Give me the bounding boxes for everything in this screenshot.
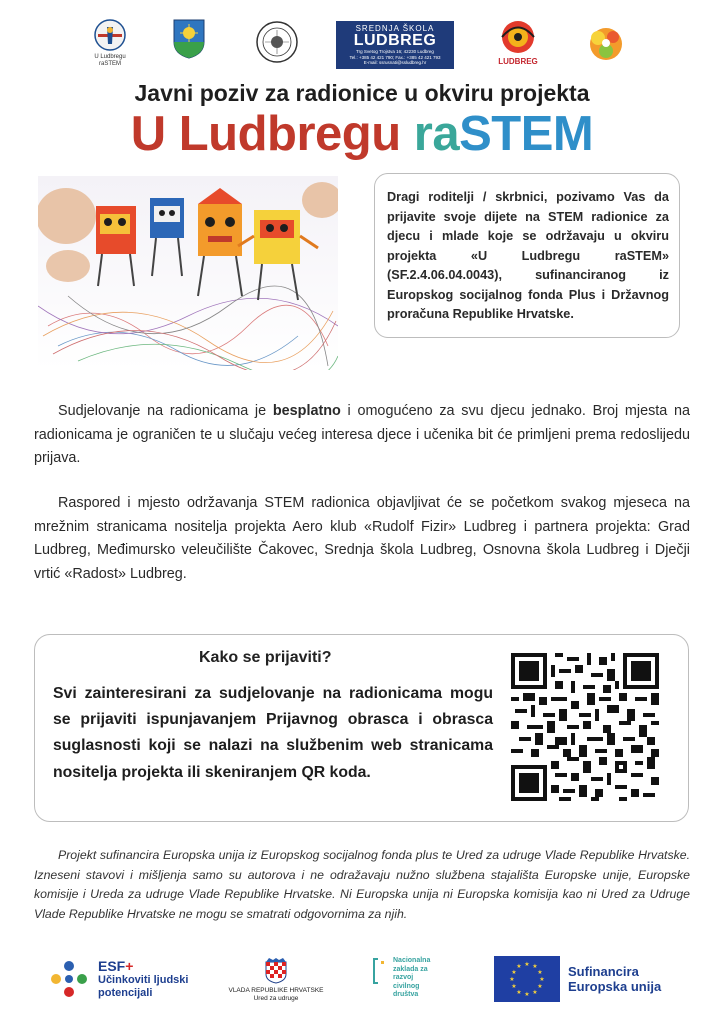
svg-text:★: ★ [524,961,530,968]
srednja-skola-ludbreg-logo [336,21,454,69]
svg-text:★: ★ [539,976,545,983]
participation-text-bold: besplatno [272,403,341,419]
registration-title: Kako se prijaviti? [199,649,332,666]
aero-klub-logo-text: U Ludbregu raSTEM [94,54,126,67]
svg-text:★: ★ [537,983,543,990]
eu-line1: Sufinancira [568,964,639,979]
zaklada-line4: civilnog [393,982,420,990]
flower-icon [582,20,630,66]
qr-code[interactable] [511,653,659,801]
sun-circle-icon [498,18,538,56]
schedule-text: Raspored i mjesto održavanja STEM radionica objavljivat će se početkom svakog mjeseca na mrežnim stranicama nositelja projekta Aero klub «Rudolf Fizir» Ludbreg i partnera projekta: Grad Ludbreg, Međimursko veleučilište Čakovec, Srednja škola Ludbreg, Osnovna škola Ludbreg i Dječji vrtić «Radost» Ludbreg. [34,495,690,582]
nacionalna-zaklada-logo [372,957,430,1000]
heading-project-name-part3: STEM [459,107,594,161]
srednja-skola-address: Trg Svetog Trojstva 16; 42230 Ludbreg [356,49,434,54]
registration-body: Svi zainteresirani za sudjelovanje na radionicama mogu se prijaviti ispunjavanjem Prijavnog obrasca i obrasca suglasnosti koji se nalazi na službenim web stranicama nositelja projekta ili skeniranjem QR koda. [53,685,493,781]
eu-cofunded-logo [494,956,661,1002]
registration-box [34,634,689,822]
participation-text-before: Sudjelovanje na radionicama je [58,403,273,419]
heading-project-name [0,104,724,164]
esf-main-text: ESF [98,958,126,974]
esf-plus-sign: + [125,958,134,974]
svg-text:★: ★ [509,976,515,983]
bracket-icon [372,957,388,985]
svg-text:★: ★ [532,989,538,996]
eu-flag-icon [494,956,560,1002]
participation-text-after: i omogućeno za svu djecu jednako. Broj mjesta na radionicama je ograničen te u slučaju većeg interesa djece i učenika bit će primljeni prema redoslijedu prijava. [34,403,691,466]
esf-title [98,958,188,974]
srednja-skola-main: LUDBREG [353,32,437,49]
vlada-line1: VLADA REPUBLIKE HRVATSKE [228,987,324,994]
svg-text:★: ★ [537,969,543,976]
schedule-paragraph [34,492,690,586]
participation-paragraph [34,400,690,471]
aero-klub-logo [90,18,130,68]
workshop-photo [38,176,338,370]
esf-line1: Učinkoviti ljudski [98,974,189,986]
srednja-skola-phone: Tel.: +385 42 421 790; Fax.: +385 42 421 793 [349,54,441,60]
esf-line2: potencijali [98,987,153,999]
vlada-line2: Ured za udruge [253,995,299,1002]
svg-text:★: ★ [516,963,522,970]
zaklada-line1: Nacionalna [393,957,431,964]
zaklada-line3: razvoj [393,974,414,981]
srednja-skola-email: E-mail: ssrusnati@ssludbreg.hr [363,60,427,65]
esf-logo [48,958,188,1000]
heading-line1: Javni poziv za radionice u okviru projekta [134,80,590,106]
zaklada-line2: zaklada za [393,965,428,973]
svg-text:★: ★ [511,983,517,990]
djecji-vrtic-radost-logo [582,20,630,66]
medimursko-veleuciliste-seal [255,20,299,64]
heading-project-name-part1: U Ludbregu [130,107,414,161]
svg-text:★: ★ [524,991,530,998]
crest-icon [172,18,206,60]
svg-text:★: ★ [532,963,538,970]
seal-icon [255,20,299,64]
croatian-coat-of-arms-icon [265,958,287,984]
zaklada-line5: društva [393,991,419,998]
eu-line2: Europska unija [568,979,662,994]
airplane-icon [93,18,127,52]
svg-text:★: ★ [511,969,517,976]
svg-text:★: ★ [516,989,522,996]
ludbreg-logo-text: LUDBREG [498,57,538,66]
intro-box: Dragi roditelji / skrbnici, pozivamo Vas da prijavite svoje dijete na STEM radionice za djecu i mlade koje se održavaju u okviru projekta «U Ludbregu raSTEM» (SF.2.4.06.04.0043), sufinanciranog iz Europskog socijalnog fonda Plus i Državnog proračuna Republike Hrvatske. [374,173,680,338]
funding-disclaimer-text: Projekt sufinancira Europska unija iz Europskog socijalnog fonda plus te Ured za udruge Vlade Republike Hrvatske. Izneseni stavovi i mišljenja samo su autorova i ne odražavaju nužno službena stajališta Europske unije, Europske komisije i Ureda za udruge Vlade Republike Hrvatske. Ni Europska unija ni Europska komisija kao ni Ured za Udruge Vlade Republike Hrvatske ne mogu se smatrati odgovornima za njih. [34,848,690,921]
srednja-skola-top: SREDNJA ŠKOLA [355,24,435,33]
esf-people-icon [48,958,90,1000]
ludbreg-city-logo [498,18,538,66]
vlada-rh-logo [228,958,324,1003]
heading-project-name-part2: ra [413,107,460,161]
grad-ludbreg-crest [172,18,206,60]
funding-disclaimer [34,846,690,924]
